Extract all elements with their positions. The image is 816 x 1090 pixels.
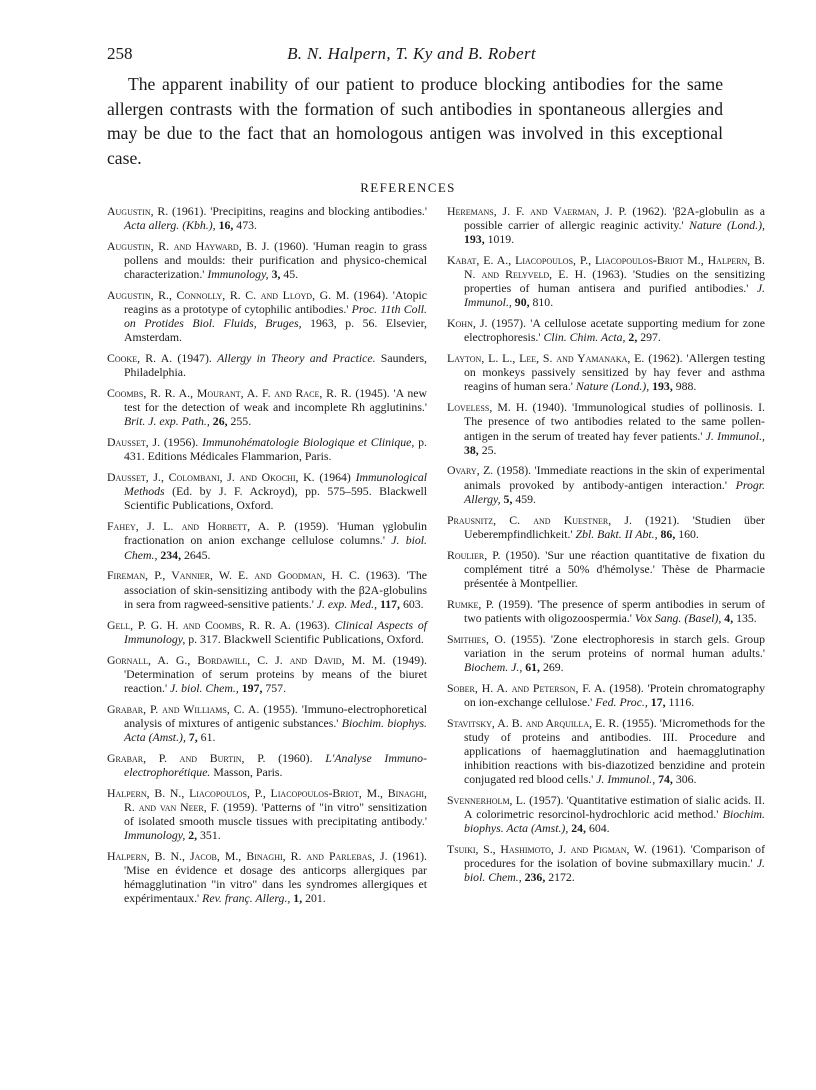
reference-tail: 306. [672, 772, 697, 787]
reference-tail: 45. [280, 267, 299, 282]
reference-entry [107, 519, 427, 561]
references-right-column [447, 204, 765, 891]
reference-authors: Rumke, P. [447, 596, 495, 611]
reference-journal: Fed. Proc., [595, 694, 648, 709]
reference-text: (1921). 'Studien über Ueberempfindlichkeit.' [464, 512, 765, 541]
page-number: 258 [107, 44, 133, 63]
reference-text: (1963). [290, 617, 335, 632]
reference-tail: 297. [637, 330, 661, 345]
reference-tail: 988. [672, 379, 697, 394]
reference-text: (1945). 'A new test for the detection of weak and incomplete Rh agglutinins.' [124, 386, 427, 415]
reference-volume: 7, [185, 729, 198, 744]
reference-journal: Rev. franç. Allerg., [202, 891, 291, 906]
reference-text: (1960). 'Human reagin to grass pollens and moulds: their purification and physico-chemical characterization.' [124, 238, 427, 282]
reference-text: (1963). 'Studies on the sensitizing properties of human antisera and purified antibodies.' [464, 267, 765, 296]
reference-entry [107, 204, 427, 232]
reference-text: (1958). 'Protein chromatography on ion-exchange cellulose.' [464, 680, 765, 709]
reference-tail: 1116. [665, 694, 695, 709]
reference-text: (1955). 'Micromethods for the study of proteins and antibodies. III. Procedure and applications of haemagglutination and haemagglutination inhibition reactions with bis-diazotized benzidine and protein conjugated red blood cells.' [464, 715, 765, 787]
intro-paragraph: The apparent inability of our patient to produce blocking antibodies for the same allergen contrasts with the formation of such antibodies in spontaneous allergies and may be due to the fact that an homologous antigen was involved in this exceptional case. [107, 74, 723, 168]
reference-tail: 757. [262, 680, 287, 695]
reference-authors: Grabar, P. and Williams, C. A. [107, 701, 260, 716]
reference-entry [107, 653, 427, 695]
reference-entry [107, 288, 427, 344]
reference-volume: 90, [511, 295, 530, 310]
reference-journal: Immunology, [124, 827, 186, 842]
reference-volume: 193, [464, 232, 485, 247]
reference-authors: Kohn, J. [447, 316, 488, 331]
reference-text: (1940). 'Immunological studies of pollinosis. I. The presence of two antibodies related to the same pollen-antigen in the serum of treated hay fever patients.' [464, 400, 765, 443]
reference-authors: Grabar, P. and Burtin, P. [107, 750, 266, 765]
reference-journal: J. biol. Chem., [170, 680, 239, 695]
reference-tail: 61. [197, 729, 216, 744]
reference-text: (1958). 'Immediate reactions in the skin of experimental animals provoked by antibody-antigen interaction.' [464, 463, 765, 492]
reference-entry [107, 849, 427, 905]
reference-volume: 193, [649, 379, 673, 394]
reference-authors: Fireman, P., Vannier, W. E. and Goodman, H. C. [107, 568, 360, 583]
reference-volume: 4, [721, 610, 734, 625]
reference-text: (1961). 'Precipitins, reagins and blocking antibodies.' [168, 204, 427, 218]
reference-volume: 5, [500, 491, 513, 506]
reference-entry [447, 400, 765, 456]
reference-journal: Biochim. biophys. Acta (Amst.), [464, 807, 765, 836]
reference-tail: 473. [233, 218, 257, 233]
reference-authors: Prausnitz, C. and Kuestner, J. [447, 512, 632, 527]
reference-journal: J. Immunol., [464, 281, 765, 310]
references-heading: REFERENCES [360, 180, 456, 195]
reference-authors: Tsuiki, S., Hashimoto, J. and Pigman, W. [447, 842, 647, 857]
reference-authors: Cooke, R. A. [107, 351, 173, 366]
reference-tail: 160. [675, 526, 699, 541]
reference-volume: 2, [625, 330, 638, 345]
reference-entry [447, 842, 765, 884]
reference-tail: 351. [197, 827, 221, 842]
reference-tail: (Ed. by J. F. Ackroyd), pp. 575–595. Blackwell Scientific Publications, Oxford. [124, 484, 427, 513]
reference-entry [107, 351, 427, 379]
reference-journal: J. biol. Chem., [464, 856, 765, 885]
reference-volume: 17, [647, 694, 666, 709]
reference-journal: Biochem. J., [464, 659, 523, 674]
reference-tail: 459. [512, 491, 536, 506]
reference-authors: Halpern, B. N., Jacob, M., Binaghi, R. and Parlebas, J. [107, 848, 388, 863]
reference-authors: Smithies, O. [447, 631, 506, 646]
reference-tail: 2645. [181, 547, 211, 562]
reference-journal: Vox Sang. (Basel), [634, 610, 722, 625]
reference-authors: Loveless, M. H. [447, 400, 528, 415]
reference-entry [447, 793, 765, 835]
reference-authors: Halpern, B. N., Liacopoulos, P., Liacopoulos-Briot, M., Binaghi, R. and van Neer, F. [107, 785, 427, 814]
reference-tail: 255. [227, 414, 252, 429]
reference-text: (1956). [160, 435, 203, 450]
reference-volume: 197, [238, 680, 263, 695]
reference-entry [447, 548, 765, 590]
reference-entry [107, 435, 427, 463]
reference-volume: 24, [568, 821, 587, 836]
reference-journal: Progr. Allergy, [464, 477, 765, 506]
reference-volume: 38, [464, 442, 479, 457]
reference-text: (1955). 'Zone electrophoresis in starch gels. Group variation in the serum proteins of normal human adults.' [464, 631, 765, 660]
reference-text: (1950). 'Sur une réaction quantitative de fixation du complément titré a 50% d'hémolyse.' Thèse de Pharmacie présentée à Montpellier. [464, 547, 765, 590]
reference-entry [447, 316, 765, 344]
reference-authors: Dausset, J. [107, 435, 161, 450]
reference-text: (1961). 'Mise en évidence et dosage des anticorps allergiques par hémagglutination "in vitro" dans les syndromes allergiques et expérimentaux.' [124, 848, 428, 906]
reference-journal: Nature (Lond.), [689, 218, 765, 233]
reference-authors: Heremans, J. F. and Vaerman, J. P. [447, 204, 627, 218]
reference-journal: Brit. J. exp. Path., [124, 414, 210, 429]
reference-journal: Allergy in Theory and Practice. [217, 351, 376, 366]
reference-volume: 26, [209, 414, 228, 429]
reference-tail: 1963, p. 56. Elsevier, Amsterdam. [124, 316, 427, 345]
reference-text: (1960). [265, 750, 326, 765]
reference-entry [447, 204, 765, 246]
references-left-column [107, 204, 427, 912]
reference-journal: Clin. Chim. Acta, [543, 330, 626, 345]
reference-entry [447, 597, 765, 625]
reference-volume: 3, [268, 267, 281, 282]
reference-text: (1955). 'Immuno-electrophoretical analysis of mixtures of antigenic substances.' [124, 701, 427, 730]
reference-tail: 269. [540, 659, 564, 674]
reference-tail: 603. [400, 596, 424, 611]
reference-authors: Roulier, P. [447, 547, 501, 562]
reference-authors: Augustin, R., Connolly, R. C. and Lloyd, G. M. [107, 288, 350, 303]
reference-entry [107, 786, 427, 842]
reference-authors: Sober, H. A. and Peterson, F. A. [447, 680, 606, 695]
reference-tail: 135. [733, 610, 757, 625]
reference-authors: Kabat, E. A., Liacopoulos, P., Liacopoulos-Briot M., Halpern, B. N. and Relyveld, E. H. [447, 253, 765, 282]
reference-journal: J. biol. Chem., [124, 533, 427, 562]
reference-text: (1947). [172, 351, 218, 366]
reference-entry [107, 751, 427, 779]
reference-tail: 25. [478, 442, 497, 457]
reference-tail: p. 317. Blackwell Scientific Publications, Oxford. [185, 631, 424, 646]
reference-volume: 234, [157, 547, 182, 562]
reference-entry [447, 681, 765, 709]
reference-entry [107, 470, 427, 512]
reference-journal: J. exp. Med., [316, 596, 378, 611]
reference-journal: Immunohématologie Biologique et Clinique, [202, 435, 415, 450]
reference-tail: 810. [529, 295, 554, 310]
page-header [107, 44, 716, 72]
running-title: B. N. Halpern, T. Ky and B. Robert [287, 44, 536, 63]
reference-volume: 16, [215, 218, 234, 233]
reference-journal: Acta allerg. (Kbh.), [124, 218, 216, 233]
reference-authors: Ovary, Z. [447, 463, 494, 478]
reference-entry [107, 239, 427, 281]
reference-authors: Layton, L. L., Lee, S. and Yamanaka, E. [447, 351, 645, 366]
reference-tail: 201. [302, 891, 326, 906]
reference-text: (1959). 'Patterns of "in vitro" sensitization of isolated smooth muscle tissues with precipitating antibody.' [124, 799, 427, 828]
reference-tail: p. 431. Editions Médicales Flammarion, Paris. [124, 435, 427, 464]
reference-tail: 604. [586, 821, 610, 836]
reference-journal: J. Immunol., [705, 428, 765, 443]
reference-text: (1962). 'β2A-globulin as a possible carrier of allergic reaginic activity.' [464, 204, 765, 233]
reference-text: (1959). 'Human γglobulin fractionation on anion exchange cellulose columns.' [124, 519, 427, 548]
reference-tail: Masson, Paris. [210, 764, 283, 779]
reference-volume: 74, [655, 772, 673, 787]
reference-volume: 1, [290, 891, 303, 906]
reference-authors: Augustin, R. [107, 204, 169, 218]
reference-journal: Immunological Methods [124, 470, 427, 499]
reference-text: (1962). 'Allergen testing on monkeys passively sensitized by hay fever and asthma reagins of human sera.' [464, 351, 765, 394]
reference-authors: Gell, P. G. H. and Coombs, R. R. A. [107, 617, 291, 632]
reference-authors: Gornall, A. G., Bordawill, C. J. and David, M. M. [107, 652, 386, 667]
reference-text: (1949). 'Determination of serum proteins by means of the biuret reaction.' [124, 652, 427, 695]
reference-text: (1963). 'The association of skin-sensitizing antibody with the β2A-globulins in sera from ragweed-sensitive patients.' [124, 568, 427, 611]
reference-text: (1959). 'The presence of sperm antibodies in serum of two patients with oligozoospermia.' [464, 596, 765, 625]
reference-authors: Coombs, R. R. A., Mourant, A. F. and Race, R. R. [107, 386, 352, 401]
reference-volume: 2, [185, 827, 198, 842]
reference-volume: 86, [657, 526, 676, 541]
reference-journal: Clinical Aspects of Immunology, [124, 617, 427, 646]
reference-entry [447, 716, 765, 786]
reference-journal: Proc. 11th Coll. on Protides Biol. Fluids, Bruges, [124, 302, 427, 331]
reference-volume: 236, [521, 870, 546, 885]
reference-entry [447, 513, 765, 541]
reference-entry [447, 463, 765, 505]
reference-tail: 1019. [484, 232, 515, 247]
reference-entry [107, 386, 427, 428]
reference-journal: Immunology, [207, 267, 269, 282]
reference-text: (1957). 'A cellulose acetate supporting medium for zone electrophoresis.' [464, 316, 765, 345]
reference-authors: Augustin, R. and Hayward, B. J. [107, 238, 270, 253]
reference-journal: Nature (Lond.), [575, 379, 650, 394]
reference-entry [107, 702, 427, 744]
reference-journal: J. Immunol., [596, 772, 656, 787]
reference-entry [447, 351, 765, 393]
reference-text: (1961). 'Comparison of procedures for the isolation of bovine submaxillary mucin.' [464, 842, 765, 871]
reference-journal: Biochim. biophys. Acta (Amst.), [124, 715, 427, 744]
reference-tail: Saunders, Philadelphia. [124, 351, 427, 380]
reference-text: (1957). 'Quantitative estimation of sialic acids. II. A colorimetric resorcinol-hydrochloric acid method.' [464, 792, 765, 822]
reference-entry [107, 618, 427, 646]
reference-authors: Dausset, J., Colombani, J. and Okochi, K. [107, 470, 315, 485]
reference-volume: 117, [377, 596, 400, 611]
reference-tail: 2172. [545, 870, 575, 885]
reference-entry [107, 568, 427, 610]
reference-authors: Fahey, J. L. and Horbett, A. P. [107, 519, 286, 534]
reference-authors: Stavitsky, A. B. and Arquilla, E. R. [447, 715, 620, 730]
reference-text: (1964). 'Atopic reagins as a prototype of cytophilic antibodies.' [124, 288, 427, 317]
reference-text: (1964) [314, 470, 356, 485]
reference-authors: Svennerholm, L. [447, 792, 526, 807]
reference-volume: 61, [522, 659, 541, 674]
reference-entry [447, 632, 765, 674]
reference-journal: Zbl. Bakt. II Abt., [575, 526, 658, 541]
reference-journal: L'Analyse Immuno-electrophorétique. [124, 750, 428, 779]
reference-entry [447, 253, 765, 309]
